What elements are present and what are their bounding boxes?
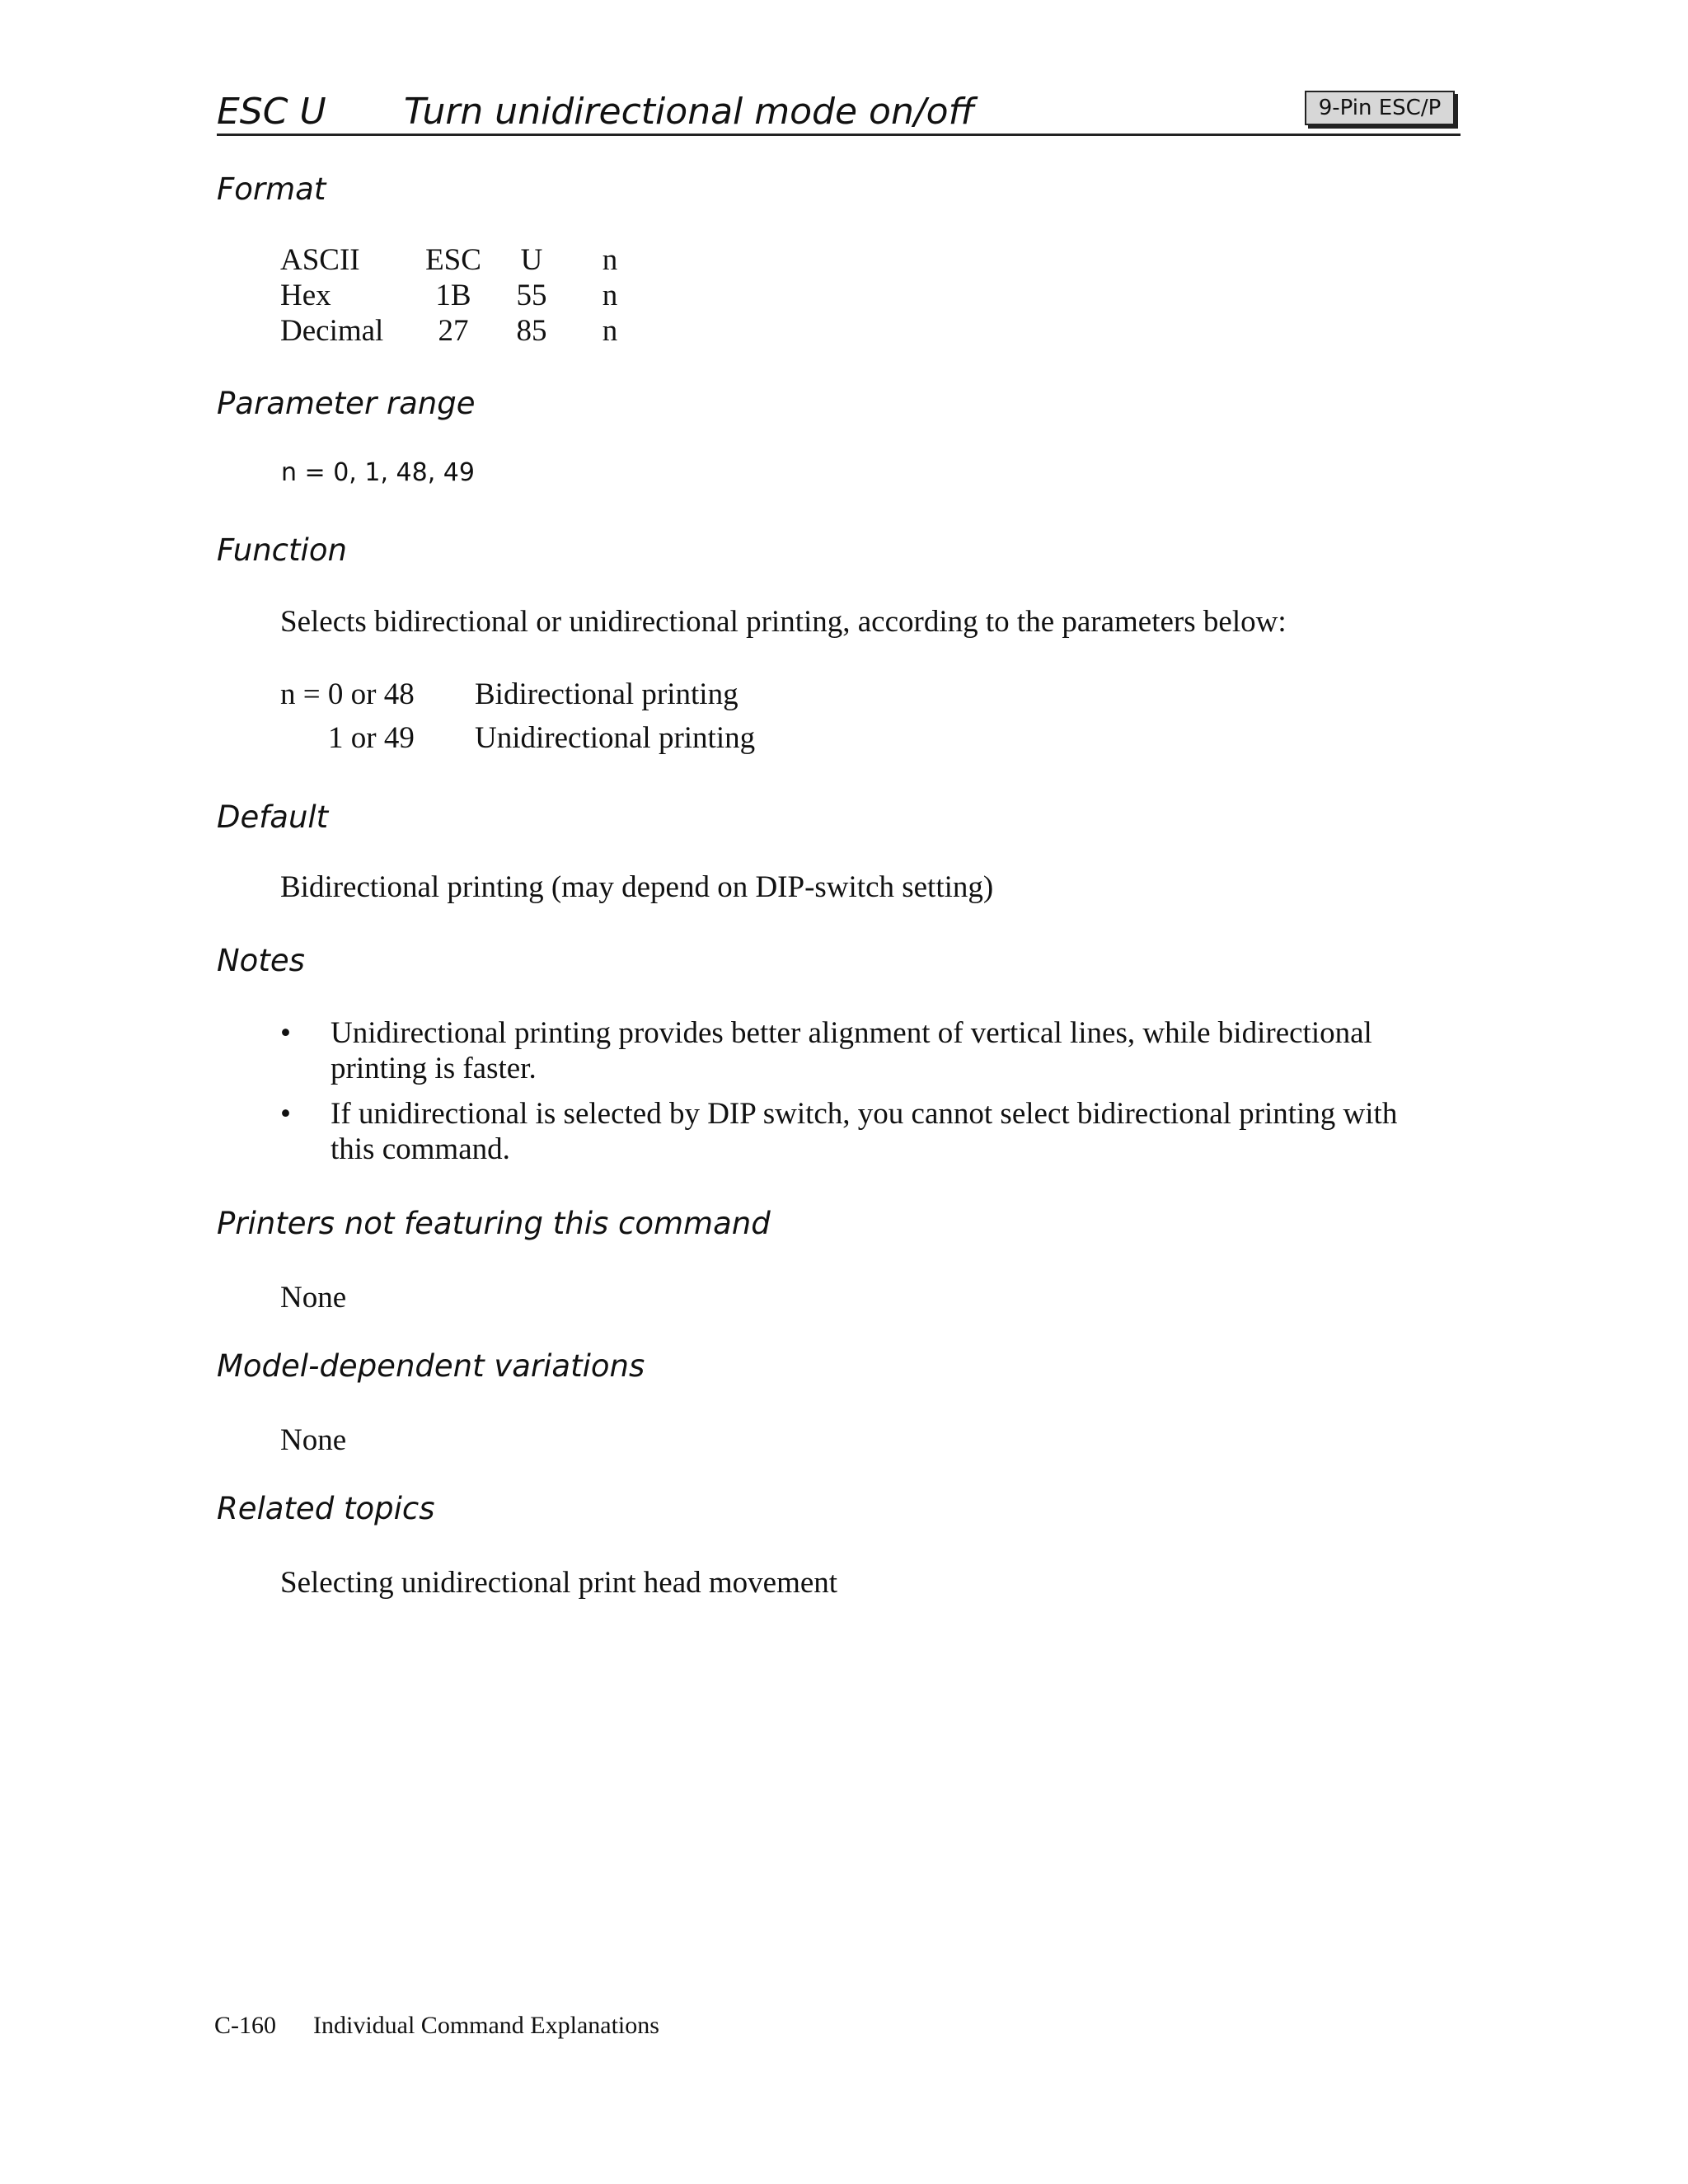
related-topics-heading: Related topics [217,1491,435,1526]
model-variations-text: None [280,1423,347,1457]
footer-page-number: C-160 [214,2012,276,2039]
note-line: If unidirectional is selected by DIP switch, you cannot select bidirectional printing with [331,1097,1398,1131]
printers-not-featuring-heading: Printers not featuring this command [217,1206,771,1241]
footer-section-title: Individual Command Explanations [313,2012,659,2039]
parameter-range-heading: Parameter range [217,386,476,421]
format-row-ascii [280,242,643,278]
parameter-range-text: n = 0, 1, 48, 49 [281,458,475,487]
format-heading: Format [217,171,326,207]
param-value: Unidirectional printing [475,721,756,755]
page-title: Turn unidirectional mode on/off [404,91,975,133]
function-param-row [280,716,755,760]
param-key: 1 or 49 [328,721,415,755]
format-cell: n [602,243,618,277]
list-item [280,1096,1467,1167]
printers-not-featuring-text: None [280,1281,347,1315]
format-table [280,242,643,349]
function-param-table [280,673,755,760]
bullet-icon: • [280,1097,291,1131]
format-cell: n [602,279,618,312]
note-line: this command. [331,1132,510,1166]
command-name: ESC U [217,91,326,133]
param-key: n = 0 or 48 [280,677,415,711]
format-label: Decimal [280,314,384,348]
format-cell: ESC [425,243,481,277]
param-value: Bidirectional printing [475,677,738,711]
default-heading: Default [217,799,329,835]
function-heading: Function [217,532,347,568]
format-cell: n [602,314,618,348]
function-intro: Selects bidirectional or unidirectional printing, according to the parameters below: [280,605,1287,639]
format-cell: U [520,243,543,277]
notes-list [280,1015,1467,1177]
note-line: Unidirectional printing provides better alignment of vertical lines, while bidirectional [331,1016,1372,1050]
notes-heading: Notes [217,943,305,978]
header-rule [217,134,1461,136]
default-text: Bidirectional printing (may depend on DIP-switch setting) [280,870,994,904]
format-row-decimal [280,313,643,349]
function-param-row [280,673,755,716]
format-label: ASCII [280,243,360,277]
format-row-hex [280,278,643,313]
protocol-badge: 9-Pin ESC/P [1305,91,1455,125]
bullet-icon: • [280,1016,291,1050]
note-line: printing is faster. [331,1052,537,1085]
model-variations-heading: Model-dependent variations [217,1348,645,1384]
list-item [280,1015,1467,1086]
format-cell: 55 [516,279,547,312]
format-cell: 1B [435,279,471,312]
format-cell: 85 [516,314,547,348]
related-topics-text: Selecting unidirectional print head movement [280,1566,838,1600]
format-cell: 27 [438,314,469,348]
format-label: Hex [280,279,331,312]
